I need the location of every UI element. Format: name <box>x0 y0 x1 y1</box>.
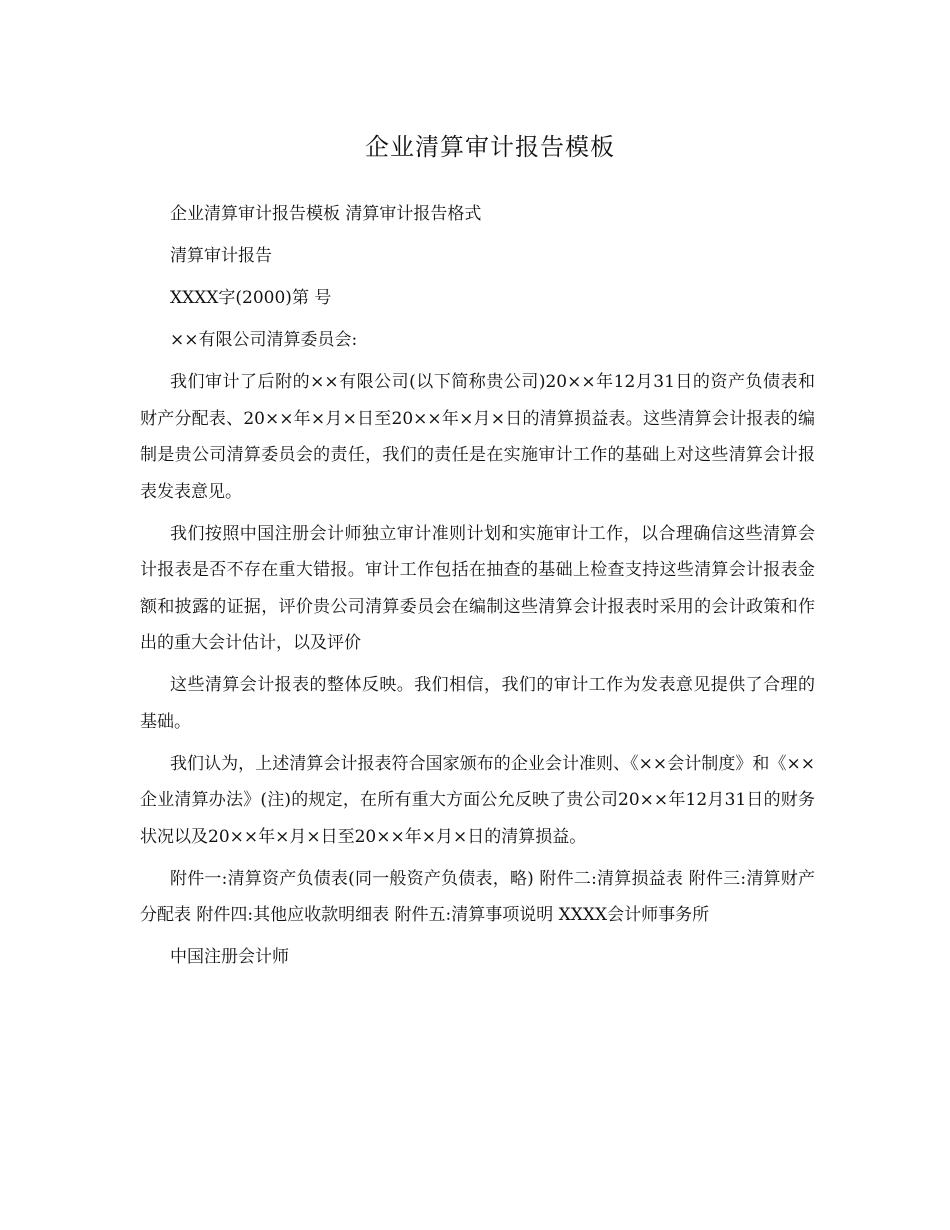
document-body <box>140 196 815 981</box>
paragraph-addressee: ××有限公司清算委员会: <box>170 330 358 350</box>
document-title: 企业清算审计报告模板 <box>365 133 615 161</box>
paragraph-audit-scope: 我们审计了后附的××有限公司(以下简称贵公司)20××年12月31日的资产负债表和财产分配表、20××年×月×日至20××年×月×日的清算损益表。这些清算会计报表的编制是贵公司清算委员会的责任，我们的责任是在实施审计工作的基础上对这些清算会计报表发表意见。 <box>140 372 815 502</box>
paragraph-audit-basis: 这些清算会计报表的整体反映。我们相信，我们的审计工作为发表意见提供了合理的基础。 <box>140 675 815 732</box>
paragraph-audit-opinion: 我们认为，上述清算会计报表符合国家颁布的企业会计准则、《××会计制度》和《××企业清算办法》(注)的规定，在所有重大方面公允反映了贵公司20××年12月31日的财务状况以及20××年×月×日至20××年×月×日的清算损益。 <box>140 753 815 847</box>
paragraph-audit-standards: 我们按照中国注册会计师独立审计准则计划和实施审计工作，以合理确信这些清算会计报表是否不存在重大错报。审计工作包括在抽查的基础上检查支持这些清算会计报表金额和披露的证据，评价贵公司清算委员会在编制这些清算会计报表时采用的会计政策和作出的重大会计估计，以及评价 <box>140 523 815 653</box>
paragraph-report-heading: 清算审计报告 <box>170 246 272 266</box>
paragraph-signatory: 中国注册会计师 <box>170 947 289 967</box>
paragraph-report-number: XXXX字(2000)第 号 <box>170 288 332 308</box>
paragraph-subtitle: 企业清算审计报告模板 清算审计报告格式 <box>170 204 482 224</box>
paragraph-attachments: 附件一:清算资产负债表(同一般资产负债表，略) 附件二:清算损益表 附件三:清算财产分配表 附件四:其他应收款明细表 附件五:清算事项说明 XXXX会计师事务所 <box>140 868 815 925</box>
